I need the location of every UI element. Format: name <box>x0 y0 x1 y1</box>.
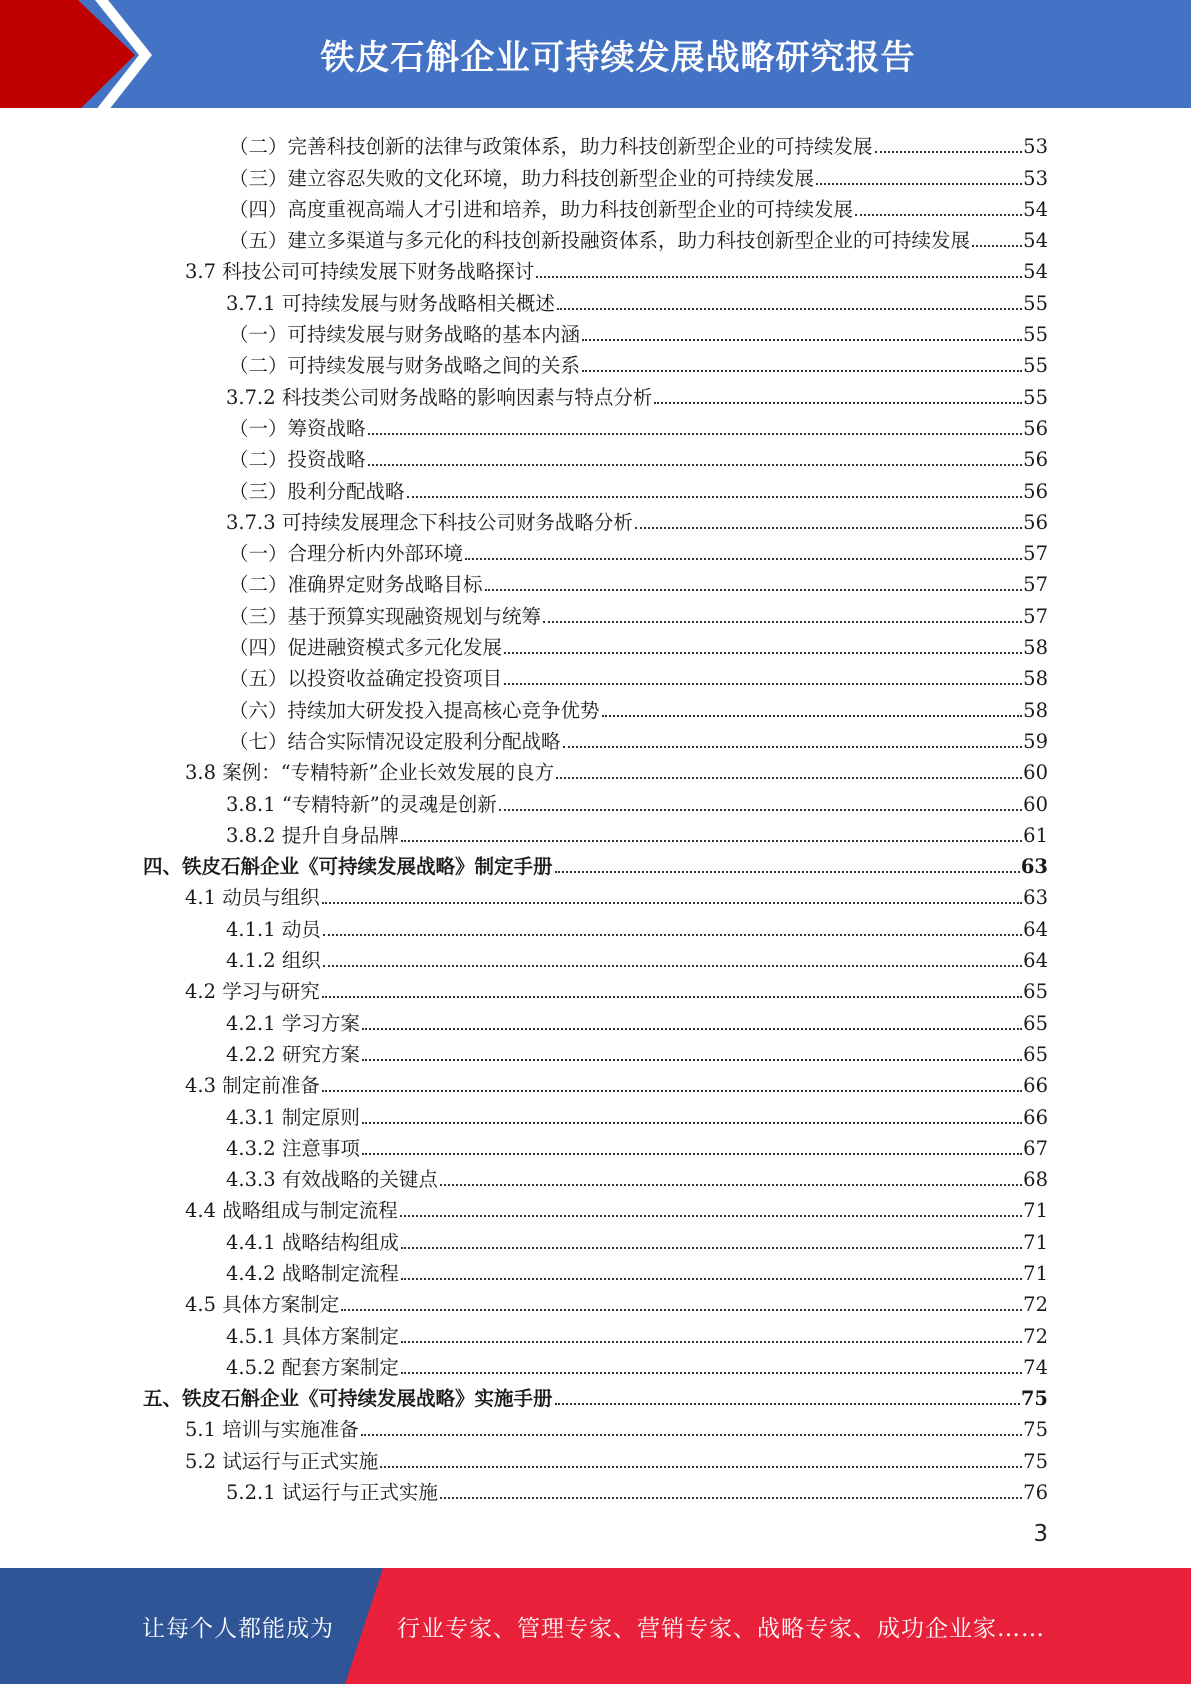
toc-dot-leader <box>654 401 1022 404</box>
toc-entry[interactable] <box>0 534 1191 565</box>
toc-entry[interactable] <box>0 409 1191 440</box>
toc-entry-title: 4.3.2 注意事项 <box>226 1136 360 1160</box>
toc-entry-title: 5.2 试运行与正式实施 <box>185 1449 379 1473</box>
toc-entry-page: 66 <box>1023 1105 1048 1129</box>
toc-entry[interactable] <box>0 127 1191 158</box>
toc-entry-title: 4.3 制定前准备 <box>185 1074 320 1098</box>
toc-entry-title: （六）持续加大研发投入提高核心竞争优势 <box>229 698 600 722</box>
toc-entry[interactable] <box>0 440 1191 471</box>
toc-entry-title: 3.8.2 提升自身品牌 <box>226 823 399 847</box>
toc-dot-leader <box>368 432 1023 435</box>
toc-entry[interactable] <box>0 346 1191 377</box>
toc-entry[interactable] <box>0 252 1191 283</box>
toc-entry[interactable] <box>0 1348 1191 1379</box>
toc-entry-page: 65 <box>1023 1042 1048 1066</box>
toc-entry[interactable] <box>0 690 1191 721</box>
toc-dot-leader <box>401 1277 1022 1280</box>
toc-entry[interactable] <box>0 659 1191 690</box>
toc-dot-leader <box>361 1433 1022 1436</box>
toc-entry-page: 54 <box>1023 260 1048 284</box>
toc-entry[interactable] <box>0 722 1191 753</box>
toc-entry[interactable] <box>0 1473 1191 1504</box>
toc-entry[interactable] <box>0 315 1191 346</box>
toc-entry[interactable] <box>0 1379 1191 1410</box>
toc-entry-title: （四）促进融资模式多元化发展 <box>229 636 503 660</box>
toc-entry-page: 65 <box>1023 980 1048 1004</box>
toc-entry-title: 4.1 动员与组织 <box>185 886 320 910</box>
toc-entry-title: 5.1 培训与实施准备 <box>185 1418 359 1442</box>
toc-entry-page: 71 <box>1023 1261 1048 1285</box>
toc-entry-page: 57 <box>1023 573 1048 597</box>
toc-entry[interactable] <box>0 1285 1191 1316</box>
toc-entry-title: （三）基于预算实现融资规划与统筹 <box>229 604 542 628</box>
toc-entry-page: 76 <box>1023 1481 1048 1505</box>
toc-dot-leader <box>582 338 1022 341</box>
toc-dot-leader <box>401 839 1022 842</box>
toc-entry[interactable] <box>0 1441 1191 1472</box>
toc-entry[interactable] <box>0 1316 1191 1347</box>
toc-dot-leader <box>563 745 1023 748</box>
toc-entry-title: 4.5 具体方案制定 <box>185 1293 340 1317</box>
toc-entry-page: 74 <box>1023 1355 1048 1379</box>
toc-entry[interactable] <box>0 941 1191 972</box>
toc-dot-leader <box>555 1402 1020 1405</box>
toc-dot-leader <box>400 1214 1022 1217</box>
toc-entry[interactable] <box>0 972 1191 1003</box>
toc-entry-page: 57 <box>1023 542 1048 566</box>
footer-slogan: 让每个人都能成为 <box>142 1615 334 1642</box>
toc-entry-page: 63 <box>1020 855 1048 879</box>
toc-entry-page: 60 <box>1023 761 1048 785</box>
toc-entry[interactable] <box>0 1222 1191 1253</box>
toc-entry-page: 72 <box>1023 1324 1048 1348</box>
toc-entry-page: 66 <box>1023 1074 1048 1098</box>
toc-dot-leader <box>341 1308 1022 1311</box>
toc-entry[interactable] <box>0 190 1191 221</box>
toc-dot-leader <box>362 1152 1022 1155</box>
toc-dot-leader <box>322 901 1022 904</box>
toc-entry[interactable] <box>0 909 1191 940</box>
toc-dot-leader <box>855 213 1022 216</box>
toc-entry-title: 4.1.2 组织 <box>226 949 321 973</box>
toc-entry[interactable] <box>0 471 1191 502</box>
toc-dot-leader <box>582 369 1022 372</box>
toc-entry-title: （七）结合实际情况设定股利分配战略 <box>229 729 561 753</box>
toc-entry-page: 60 <box>1023 792 1048 816</box>
toc-entry-page: 71 <box>1023 1199 1048 1223</box>
toc-entry-title: 4.4.2 战略制定流程 <box>226 1261 399 1285</box>
toc-entry-title: 四、铁皮石斛企业《可持续发展战略》制定手册 <box>143 855 553 879</box>
toc-entry-page: 55 <box>1023 354 1048 378</box>
toc-entry-title: 4.3.3 有效战略的关键点 <box>226 1168 438 1192</box>
toc-dot-leader <box>816 182 1022 185</box>
toc-entry-title: 4.2 学习与研究 <box>185 980 320 1004</box>
toc-entry-page: 72 <box>1023 1293 1048 1317</box>
toc-entry[interactable] <box>0 1129 1191 1160</box>
header-title: 铁皮石斛企业可持续发展战略研究报告 <box>320 37 916 78</box>
toc-dot-leader <box>362 1027 1022 1030</box>
toc-entry[interactable] <box>0 1066 1191 1097</box>
toc-entry-title: 3.7.2 科技类公司财务战略的影响因素与特点分析 <box>226 385 653 409</box>
toc-dot-leader <box>322 995 1022 998</box>
toc-entry-title: 4.4 战略组成与制定流程 <box>185 1199 398 1223</box>
toc-entry[interactable] <box>0 1035 1191 1066</box>
toc-entry-title: 4.3.1 制定原则 <box>226 1105 360 1129</box>
toc-entry-title: （一）合理分析内外部环境 <box>229 542 464 566</box>
toc-entry-page: 64 <box>1023 917 1048 941</box>
toc-dot-leader <box>323 933 1022 936</box>
toc-dot-leader <box>440 1183 1022 1186</box>
page-number: 3 <box>1033 1521 1048 1547</box>
toc-entry-page: 63 <box>1023 886 1048 910</box>
toc-entry[interactable] <box>0 1160 1191 1191</box>
toc-dot-leader <box>555 870 1020 873</box>
toc-entry-page: 59 <box>1023 729 1048 753</box>
toc-entry-title: 4.4.1 战略结构组成 <box>226 1230 399 1254</box>
toc-dot-leader <box>499 808 1022 811</box>
toc-entry-page: 57 <box>1023 604 1048 628</box>
toc-entry[interactable] <box>0 565 1191 596</box>
toc-entry-title: （二）可持续发展与财务战略之间的关系 <box>229 354 581 378</box>
toc-entry[interactable] <box>0 1097 1191 1128</box>
toc-dot-leader <box>465 557 1022 560</box>
toc-entry-page: 61 <box>1023 823 1048 847</box>
toc-entry-page: 58 <box>1023 636 1048 660</box>
toc-entry-title: 五、铁皮石斛企业《可持续发展战略》实施手册 <box>143 1387 553 1411</box>
toc-entry-title: （三）股利分配战略 <box>229 479 405 503</box>
toc-entry[interactable] <box>0 1003 1191 1034</box>
toc-entry-page: 55 <box>1023 291 1048 315</box>
toc-entry-title: （一）筹资战略 <box>229 416 366 440</box>
page-header <box>0 0 1191 111</box>
toc-entry-title: （二）完善科技创新的法律与政策体系，助力科技创新型企业的可持续发展 <box>229 135 873 159</box>
toc-entry-page: 53 <box>1023 135 1048 159</box>
toc-dot-leader <box>440 1496 1022 1499</box>
toc-entry-page: 53 <box>1023 166 1048 190</box>
toc-dot-leader <box>504 682 1022 685</box>
toc-dot-leader <box>368 463 1023 466</box>
toc-entry-title: 3.7.1 可持续发展与财务战略相关概述 <box>226 291 555 315</box>
toc-dot-leader <box>504 651 1022 654</box>
toc-entry[interactable] <box>0 847 1191 878</box>
toc-entry-title: 5.2.1 试运行与正式实施 <box>226 1481 438 1505</box>
toc-entry-page: 58 <box>1023 667 1048 691</box>
toc-dot-leader <box>407 495 1023 498</box>
toc-entry-page: 64 <box>1023 949 1048 973</box>
toc-entry[interactable] <box>0 503 1191 534</box>
toc-dot-leader <box>322 1089 1022 1092</box>
toc-dot-leader <box>485 588 1023 591</box>
toc-entry-page: 56 <box>1023 448 1048 472</box>
toc-entry-title: （二）准确界定财务战略目标 <box>229 573 483 597</box>
toc-entry-title: 4.2.1 学习方案 <box>226 1011 360 1035</box>
toc-entry-page: 55 <box>1023 323 1048 347</box>
toc-entry-page: 56 <box>1023 416 1048 440</box>
footer-roles: 行业专家、管理专家、营销专家、战略专家、成功企业家…… <box>397 1615 1045 1642</box>
toc-entry-title: （一）可持续发展与财务战略的基本内涵 <box>229 323 581 347</box>
toc-entry-page: 65 <box>1023 1011 1048 1035</box>
toc-dot-leader <box>380 1465 1022 1468</box>
page-footer <box>0 1568 1191 1684</box>
toc-entry-title: 4.5.1 具体方案制定 <box>226 1324 399 1348</box>
table-of-contents <box>0 127 1191 1504</box>
toc-entry-page: 54 <box>1023 197 1048 221</box>
toc-dot-leader <box>401 1246 1022 1249</box>
toc-entry[interactable] <box>0 158 1191 189</box>
toc-entry[interactable] <box>0 1191 1191 1222</box>
toc-entry-page: 68 <box>1023 1168 1048 1192</box>
toc-dot-leader <box>557 307 1022 310</box>
toc-entry-title: （五）建立多渠道与多元化的科技创新投融资体系，助力科技创新型企业的可持续发展 <box>229 229 971 253</box>
toc-entry[interactable] <box>0 221 1191 252</box>
toc-entry-title: 3.8.1 “专精特新”的灵魂是创新 <box>226 792 497 816</box>
toc-entry[interactable] <box>0 596 1191 627</box>
toc-entry[interactable] <box>0 628 1191 659</box>
toc-entry-page: 71 <box>1023 1230 1048 1254</box>
toc-dot-leader <box>602 714 1023 717</box>
toc-entry[interactable] <box>0 1254 1191 1285</box>
toc-entry[interactable] <box>0 377 1191 408</box>
toc-entry-title: 4.1.1 动员 <box>226 917 321 941</box>
toc-entry-title: 3.7.3 可持续发展理念下科技公司财务战略分析 <box>226 510 633 534</box>
toc-entry[interactable] <box>0 784 1191 815</box>
toc-entry-page: 58 <box>1023 698 1048 722</box>
toc-entry-page: 54 <box>1023 229 1048 253</box>
toc-dot-leader <box>401 1371 1022 1374</box>
toc-entry-page: 75 <box>1023 1449 1048 1473</box>
toc-entry-title: 3.7 科技公司可持续发展下财务战略探讨 <box>185 260 535 284</box>
toc-entry-title: 3.8 案例：“专精特新”企业长效发展的良方 <box>185 761 555 785</box>
toc-entry-title: （五）以投资收益确定投资项目 <box>229 667 503 691</box>
toc-dot-leader <box>556 776 1022 779</box>
toc-entry-page: 55 <box>1023 385 1048 409</box>
toc-entry[interactable] <box>0 878 1191 909</box>
toc-entry-page: 75 <box>1023 1418 1048 1442</box>
toc-entry[interactable] <box>0 1410 1191 1441</box>
toc-dot-leader <box>536 275 1022 278</box>
toc-entry-title: 4.5.2 配套方案制定 <box>226 1355 399 1379</box>
toc-dot-leader <box>972 244 1022 247</box>
toc-entry-page: 56 <box>1023 479 1048 503</box>
toc-entry[interactable] <box>0 753 1191 784</box>
toc-entry[interactable] <box>0 283 1191 314</box>
toc-dot-leader <box>401 1340 1022 1343</box>
toc-entry[interactable] <box>0 816 1191 847</box>
toc-entry-page: 56 <box>1023 510 1048 534</box>
toc-entry-title: （四）高度重视高端人才引进和培养，助力科技创新型企业的可持续发展 <box>229 197 854 221</box>
toc-entry-title: （二）投资战略 <box>229 448 366 472</box>
toc-dot-leader <box>362 1121 1022 1124</box>
toc-entry-page: 75 <box>1020 1387 1048 1411</box>
toc-entry-page: 67 <box>1023 1136 1048 1160</box>
toc-dot-leader <box>323 964 1022 967</box>
toc-dot-leader <box>875 150 1023 153</box>
toc-dot-leader <box>543 620 1022 623</box>
toc-entry-title: （三）建立容忍失败的文化环境，助力科技创新型企业的可持续发展 <box>229 166 815 190</box>
toc-entry-title: 4.2.2 研究方案 <box>226 1042 360 1066</box>
toc-dot-leader <box>362 1058 1022 1061</box>
toc-dot-leader <box>635 526 1022 529</box>
